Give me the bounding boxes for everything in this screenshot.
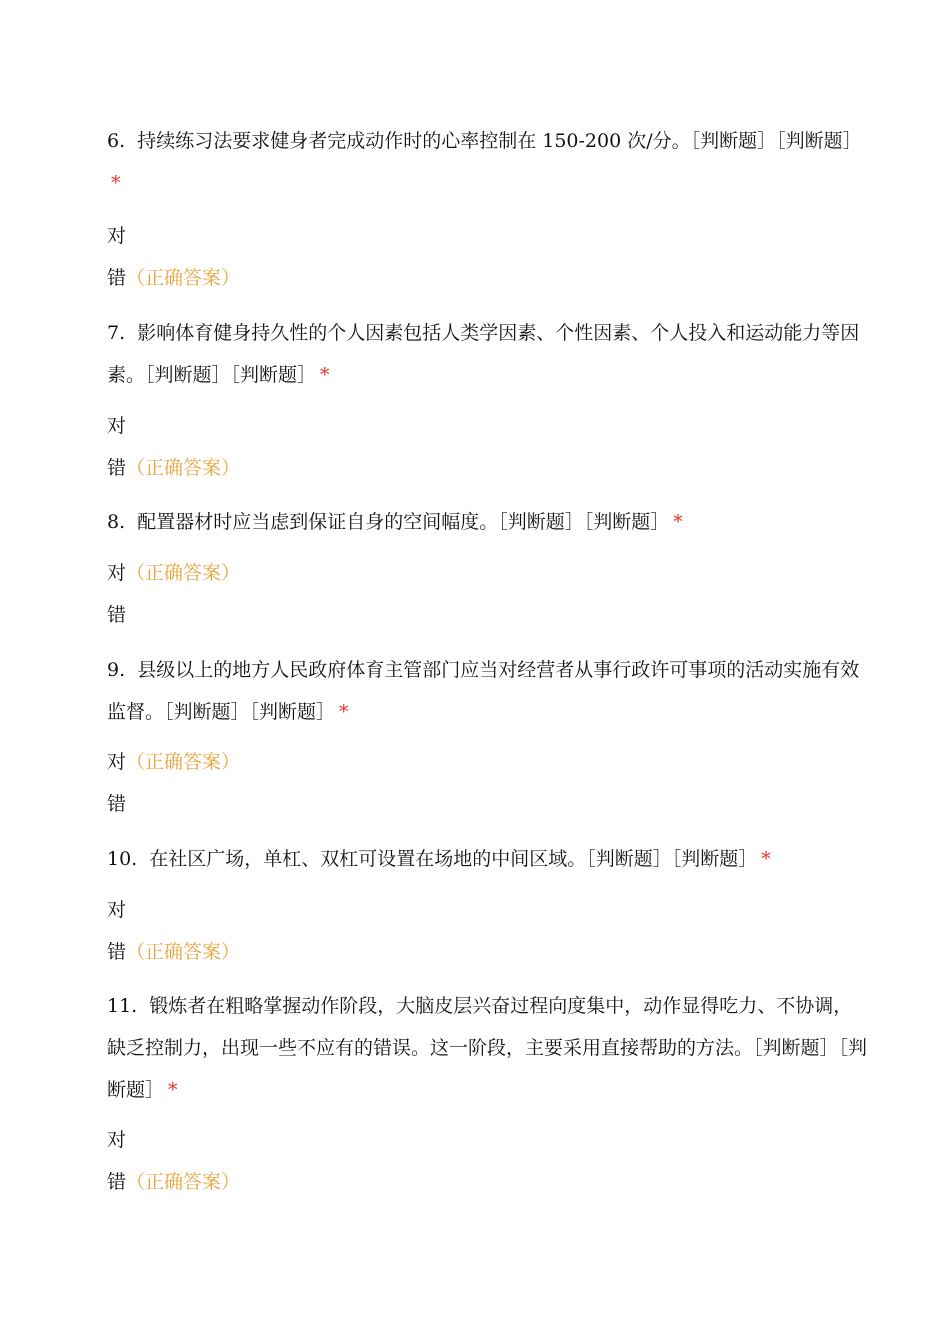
option-label: 对 [107, 415, 127, 437]
question-text [107, 501, 867, 543]
question-6 [107, 120, 867, 289]
option-false[interactable] [107, 603, 126, 627]
option-false[interactable] [107, 940, 240, 964]
question-number: 8. [107, 511, 126, 533]
question-9 [107, 649, 867, 815]
option-label: 错 [107, 604, 127, 626]
option-label: 错 [107, 267, 127, 289]
option-false[interactable] [107, 792, 126, 816]
question-10 [107, 838, 867, 963]
option-label: 对 [107, 1129, 127, 1151]
question-text [107, 985, 867, 1111]
option-false[interactable] [107, 1170, 240, 1194]
option-label: 对 [107, 562, 127, 584]
question-number: 10. [107, 848, 138, 870]
required-star: * [761, 848, 771, 870]
option-false[interactable] [107, 266, 240, 290]
option-label: 对 [107, 751, 127, 773]
question-text [107, 312, 867, 396]
option-true[interactable] [107, 414, 126, 438]
question-number: 6. [107, 130, 126, 152]
question-body: 配置器材时应当虑到保证自身的空间幅度。［判断题］［判断题］ [137, 511, 670, 533]
question-number: 9. [107, 659, 126, 681]
required-star: * [168, 1079, 178, 1101]
option-false[interactable] [107, 456, 240, 480]
question-text [107, 120, 867, 204]
option-label: 对 [107, 899, 127, 921]
correct-answer-tag: （正确答案） [126, 562, 241, 584]
question-number: 11. [107, 995, 138, 1017]
correct-answer-tag: （正确答案） [126, 751, 241, 773]
correct-answer-tag: （正确答案） [126, 941, 241, 963]
option-true[interactable] [107, 224, 126, 248]
option-true[interactable] [107, 561, 240, 585]
question-body: 县级以上的地方人民政府体育主管部门应当对经营者从事行政许可事项的活动实施有效监督。［判断题］［判断题］ [107, 659, 860, 723]
option-true[interactable] [107, 750, 240, 774]
option-label: 错 [107, 941, 127, 963]
question-7 [107, 312, 867, 479]
question-body: 锻炼者在粗略掌握动作阶段，大脑皮层兴奋过程向度集中，动作显得吃力、不协调，缺乏控制力，出现一些不应有的错误。这一阶段，主要采用直接帮助的方法。［判断题］［判断题］ [107, 995, 868, 1101]
question-number: 7. [107, 322, 126, 344]
required-star: * [673, 511, 683, 533]
question-body: 影响体育健身持久性的个人因素包括人类学因素、个性因素、个人投入和运动能力等因素。［判断题］［判断题］ [107, 322, 860, 386]
question-body: 持续练习法要求健身者完成动作时的心率控制在 150-200 次/分。［判断题］［判断题］ [137, 130, 862, 152]
correct-answer-tag: （正确答案） [126, 1171, 241, 1193]
option-true[interactable] [107, 898, 126, 922]
option-true[interactable] [107, 1128, 126, 1152]
question-11 [107, 985, 868, 1193]
correct-answer-tag: （正确答案） [126, 267, 241, 289]
required-star: * [111, 172, 121, 194]
required-star: * [320, 364, 330, 386]
question-text [107, 649, 867, 733]
option-label: 错 [107, 793, 127, 815]
option-label: 对 [107, 225, 127, 247]
question-body: 在社区广场，单杠、双杠可设置在场地的中间区域。［判断题］［判断题］ [149, 848, 758, 870]
required-star: * [339, 701, 349, 723]
option-label: 错 [107, 1171, 127, 1193]
option-label: 错 [107, 457, 127, 479]
correct-answer-tag: （正确答案） [126, 457, 241, 479]
question-8 [107, 501, 867, 626]
question-text [107, 838, 867, 880]
